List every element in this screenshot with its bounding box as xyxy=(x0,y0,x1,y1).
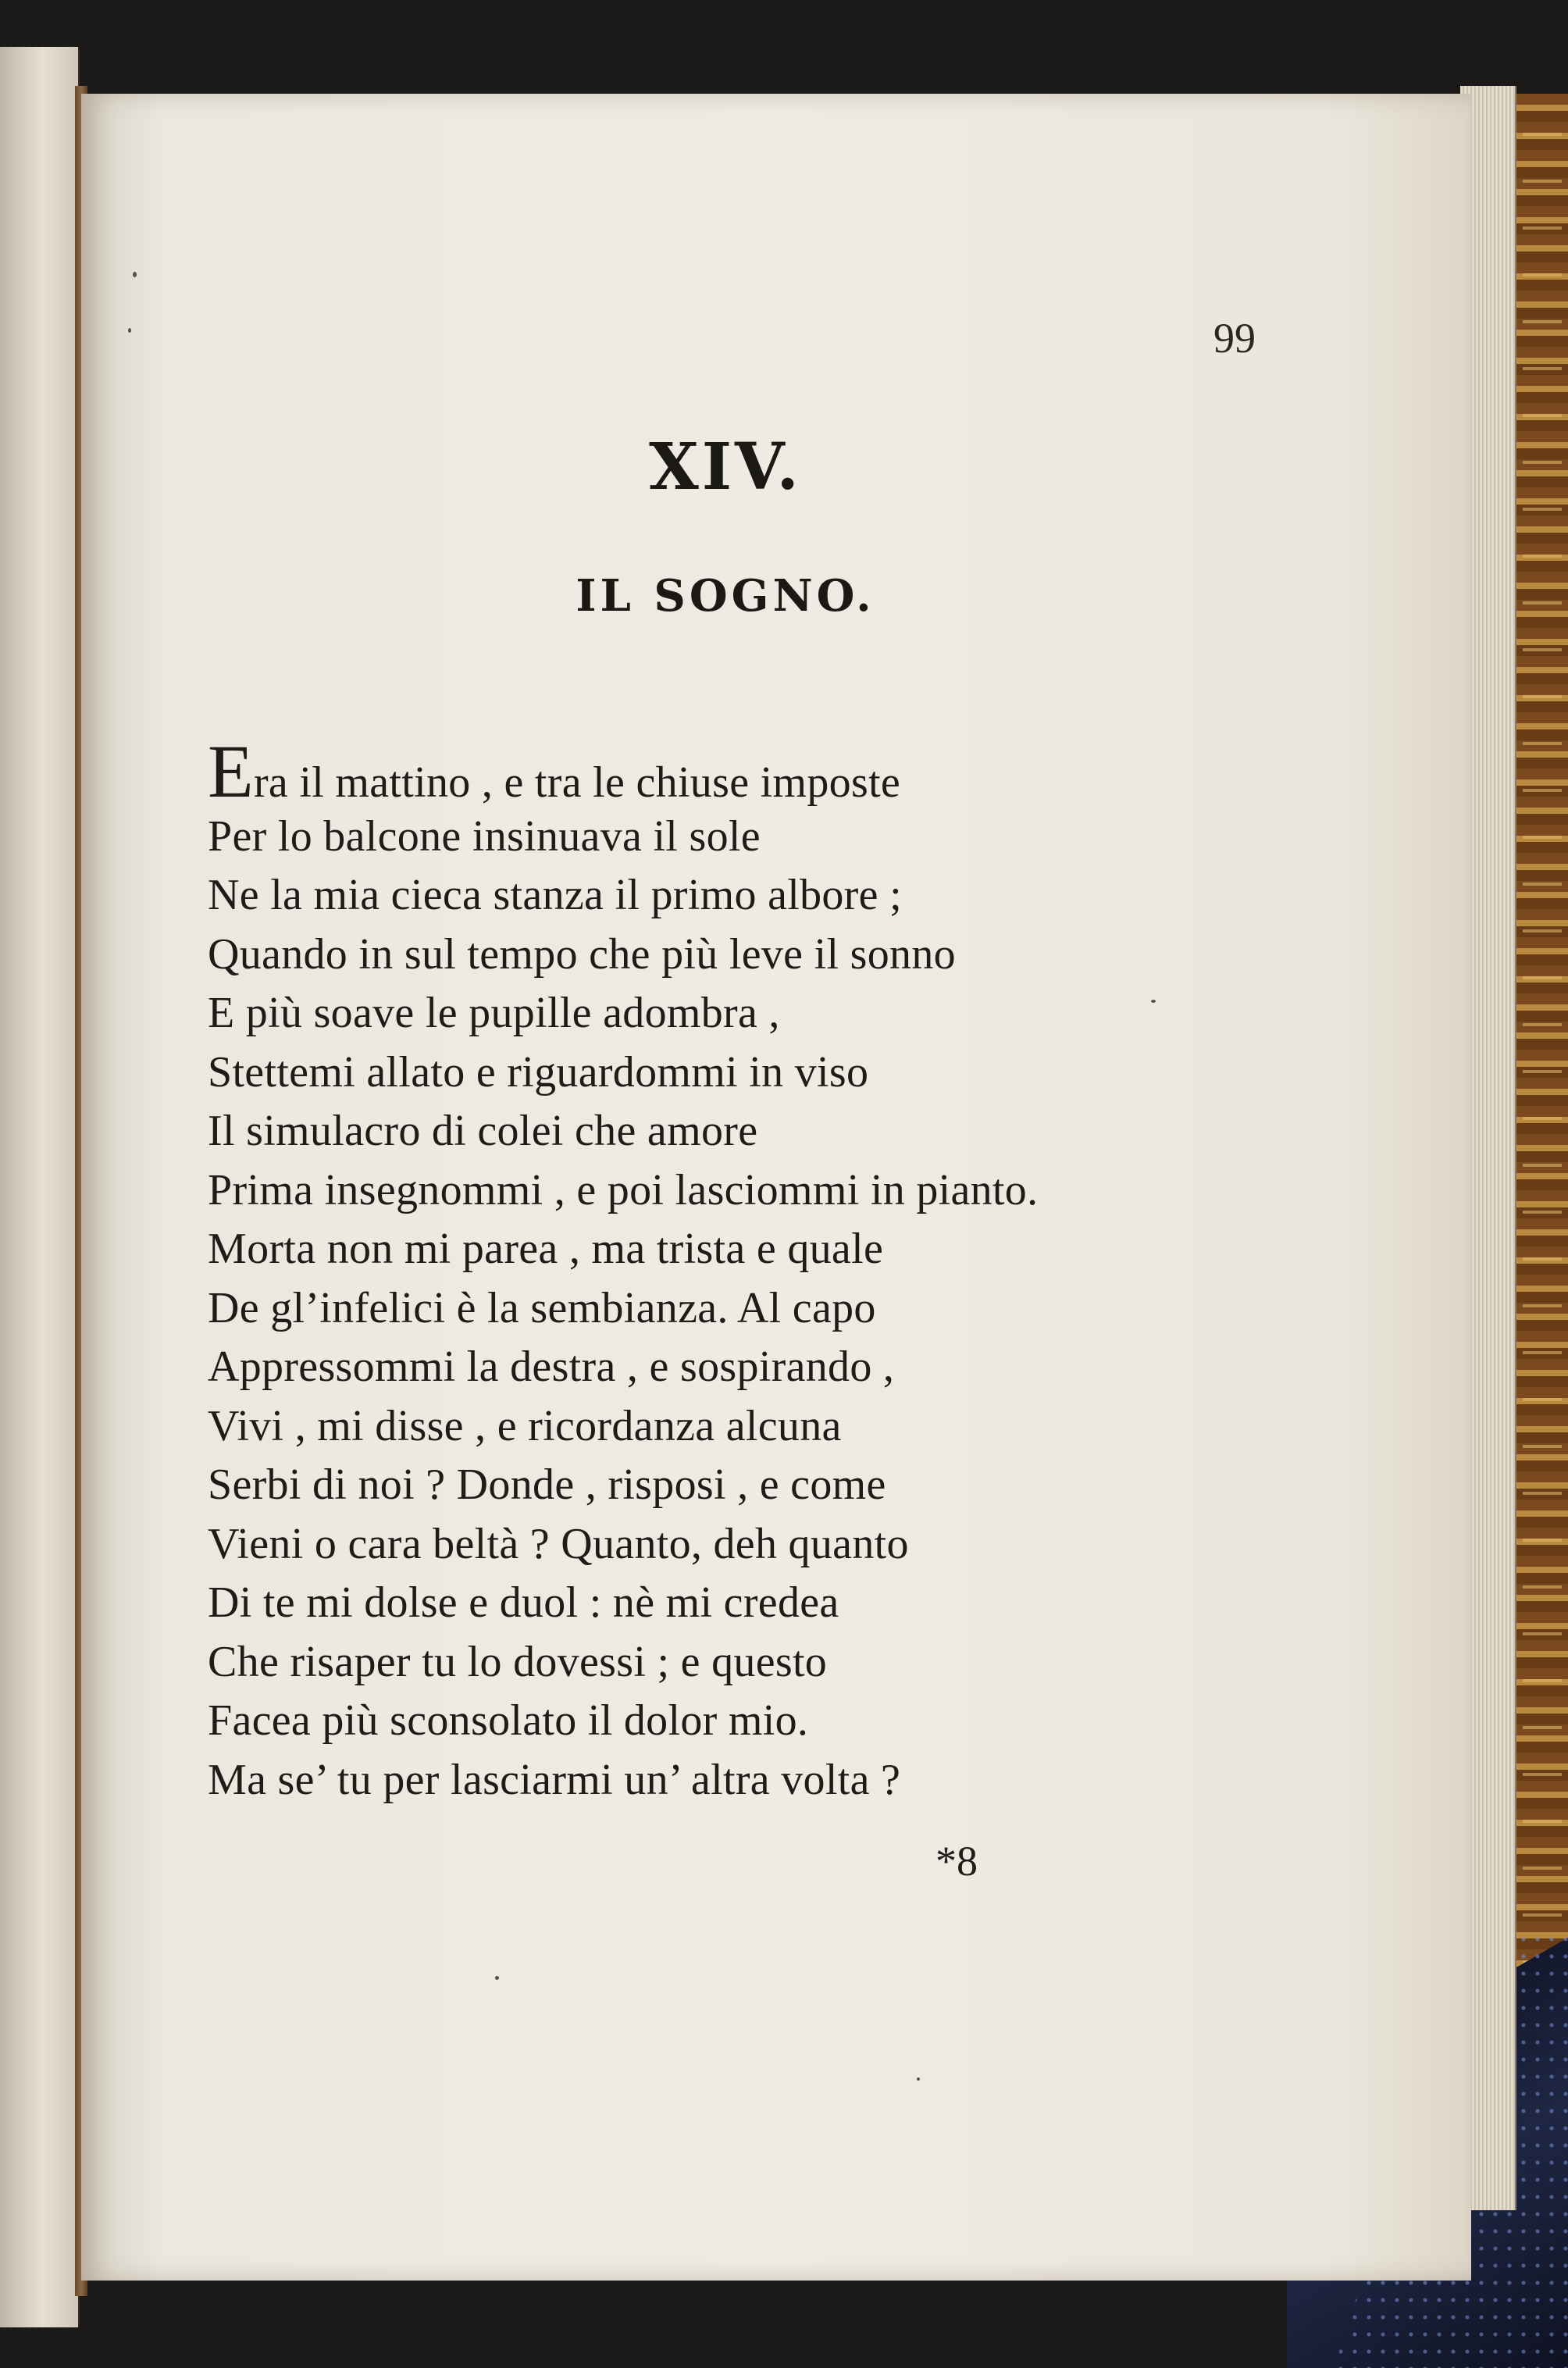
page-number: 99 xyxy=(1213,315,1256,362)
verse-line: E più soave le pupille adombra , xyxy=(208,989,780,1037)
verse-line: Ne la mia cieca stanza il primo albore ; xyxy=(208,871,902,919)
verse-line: Era il mattino , e tra le chiuse imposte xyxy=(208,729,901,813)
verse-line: Prima insegnommi , e poi lasciommi in pianto. xyxy=(208,1165,1039,1214)
verse-line: Stettemi allato e riguardommi in viso xyxy=(208,1047,869,1097)
poem-text xyxy=(208,729,1301,1810)
signature-mark: *8 xyxy=(935,1838,978,1885)
paper-speck xyxy=(917,2077,920,2081)
verse-line: Serbi di noi ? Donde , risposi , e come xyxy=(208,1460,886,1509)
cover-ornament xyxy=(1523,109,1562,2171)
verse-line: Il simulacro di colei che amore xyxy=(208,1107,758,1155)
verse-line: Vieni o cara beltà ? Quanto, deh quanto xyxy=(208,1519,909,1568)
verse-line: De gl’infelici è la sembianza. Al capo xyxy=(208,1283,876,1332)
verse-line: Facea più sconsolato il dolor mio. xyxy=(208,1696,809,1745)
verse-line: Ma se’ tu per lasciarmi un’ altra volta ? xyxy=(208,1755,901,1804)
facing-page-edge xyxy=(0,47,80,2327)
paper-speck xyxy=(128,328,131,333)
poem-title: IL SOGNO. xyxy=(576,570,875,622)
verse-line: Vivi , mi disse , e ricordanza alcuna xyxy=(208,1401,842,1450)
verse-line: Morta non mi parea , ma trista e quale xyxy=(208,1225,884,1273)
verse-line: Appressommi la destra , e sospirando , xyxy=(208,1343,895,1391)
paper-speck xyxy=(1151,1000,1156,1003)
paper-speck xyxy=(133,272,137,277)
verse-line: Di te mi dolse e duol : nè mi credea xyxy=(208,1578,839,1627)
verse-line: Per lo balcone insinuava il sole xyxy=(208,811,761,861)
verse-line: Quando in sul tempo che più leve il sonno xyxy=(208,929,956,979)
verse-line: Che risaper tu lo dovessi ; e questo xyxy=(208,1637,828,1686)
book-page xyxy=(81,94,1471,2281)
paper-speck xyxy=(495,1976,499,1980)
drop-cap: E xyxy=(208,729,254,813)
poem-number: XIV. xyxy=(649,430,802,505)
